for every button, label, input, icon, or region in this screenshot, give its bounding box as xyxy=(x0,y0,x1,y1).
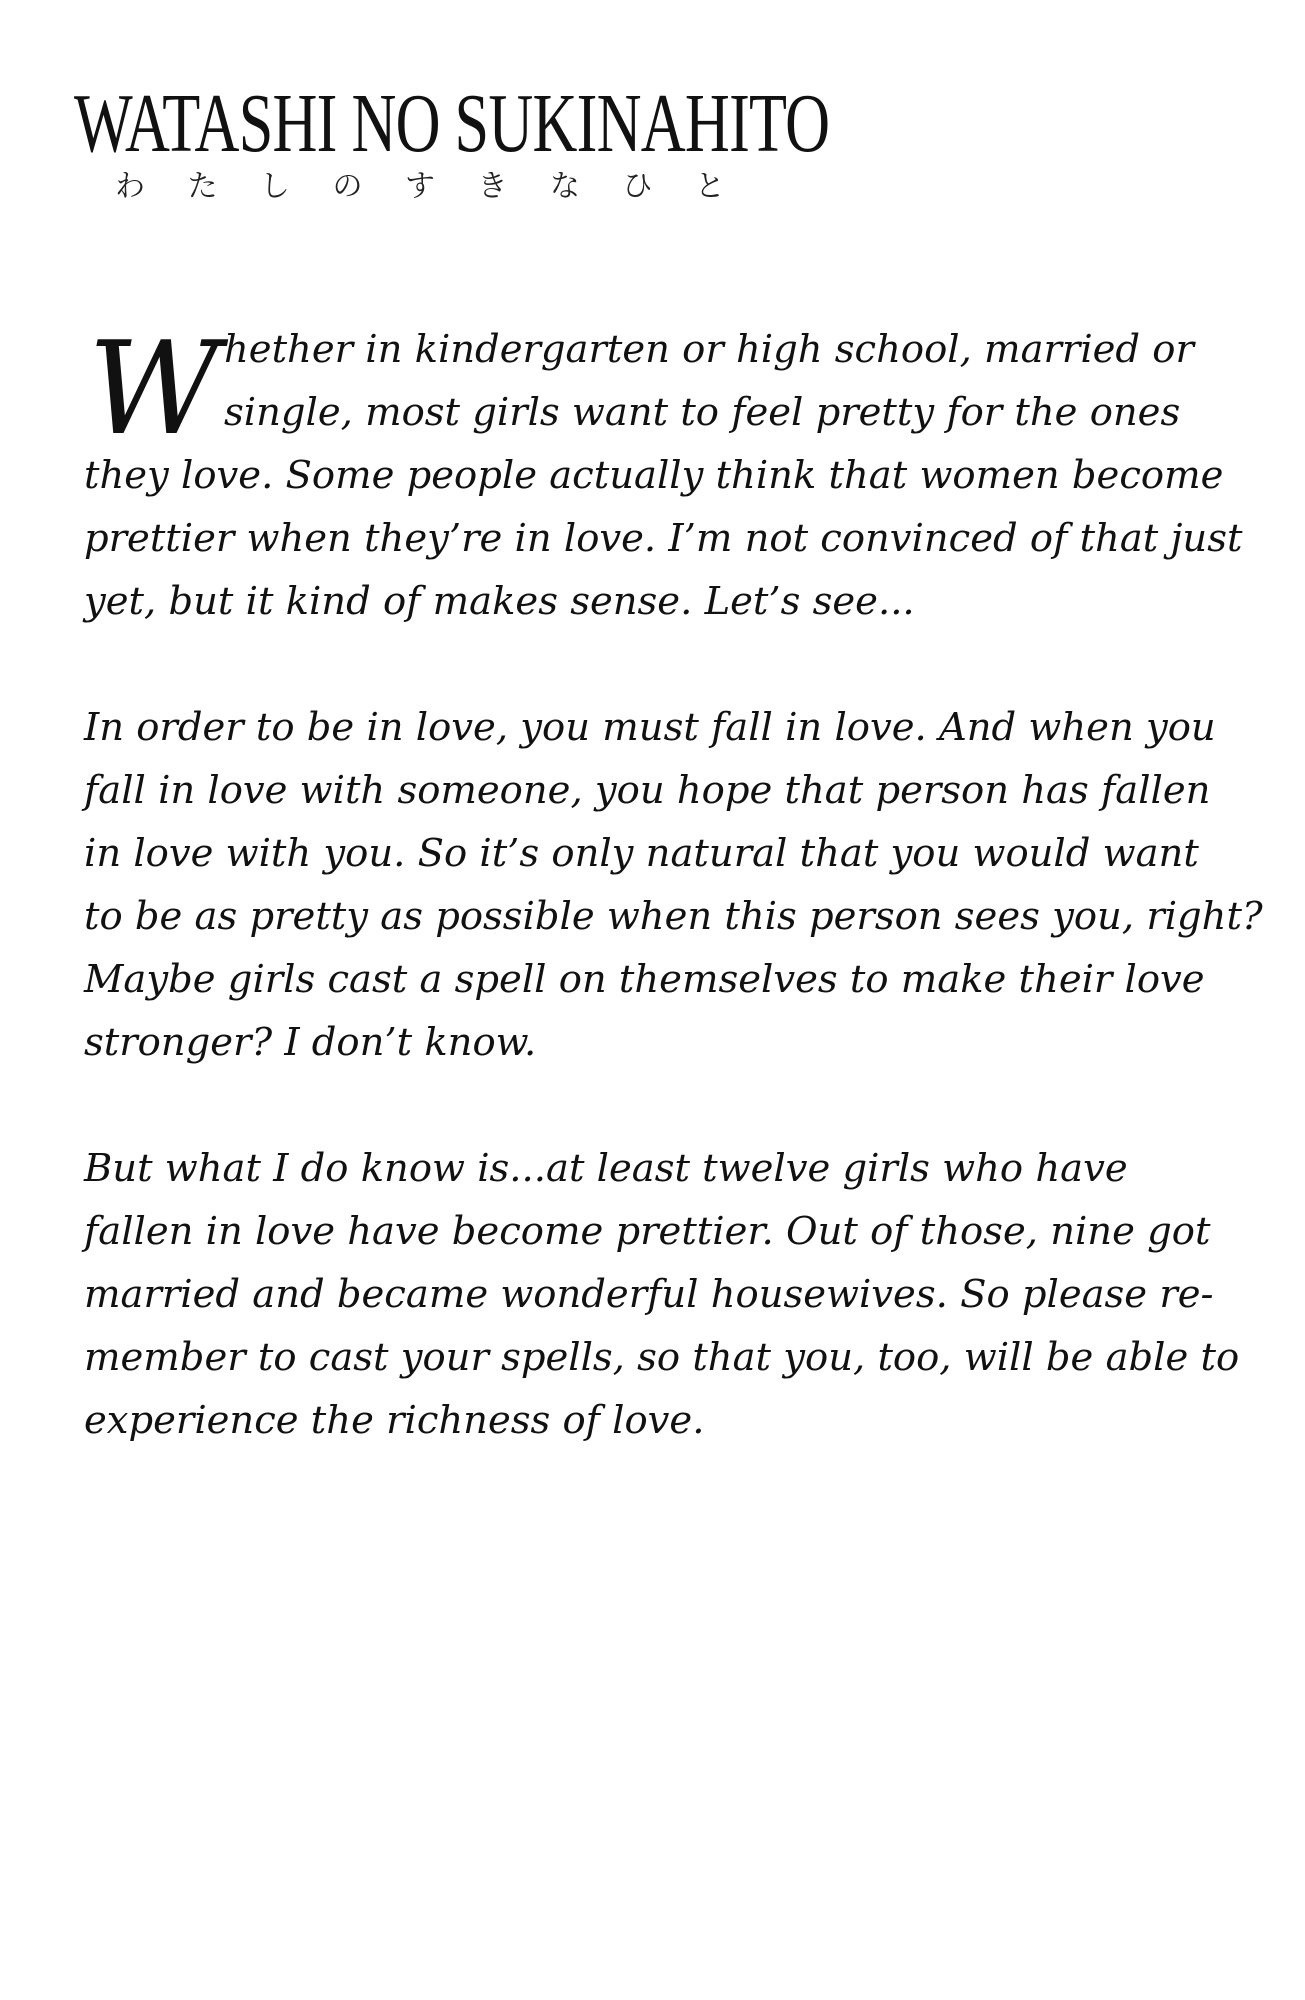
kana-char: な xyxy=(550,169,580,204)
kana-char: と xyxy=(695,169,725,204)
text-line: fallen in love have become prettier. Out of those, nine got xyxy=(84,1209,1211,1254)
kana-char: わ xyxy=(115,169,145,204)
text-line: member to cast your spells, so that you, too, will be able to xyxy=(84,1335,1240,1380)
paragraph-1 xyxy=(84,315,1243,633)
paragraph-2 xyxy=(84,696,1263,1074)
text-line: they love. Some people actually think that women become xyxy=(84,453,1224,498)
text-line: yet, but it kind of makes sense. Let’s see... xyxy=(84,579,915,624)
text-line: stronger? I don’t know. xyxy=(84,1020,537,1065)
text-line: In order to be in love, you must fall in love. And when you xyxy=(84,705,1216,750)
kana-char: ひ xyxy=(622,169,653,204)
kana-char: し xyxy=(260,169,290,204)
text-line: fall in love with someone, you hope that person has fallen xyxy=(84,768,1211,813)
text-line: married and became wonderful housewives. So please re- xyxy=(84,1272,1214,1317)
kana-char: た xyxy=(187,169,218,204)
text-line: prettier when they’re in love. I’m not convinced of that just xyxy=(84,516,1243,561)
text-line: in love with you. So it’s only natural that you would want xyxy=(84,831,1199,876)
drop-cap-letter: W xyxy=(88,315,220,464)
text-line: to be as pretty as possible when this person sees you, right? xyxy=(84,894,1263,939)
kana-char: す xyxy=(405,169,435,204)
kana-char: の xyxy=(332,169,363,204)
essay-body xyxy=(84,315,1263,1515)
text-line: hether in kindergarten or high school, married or xyxy=(224,327,1194,372)
title-kana-subtitle xyxy=(110,169,730,204)
text-line: experience the richness of love. xyxy=(84,1398,705,1443)
paragraph-3 xyxy=(84,1137,1240,1452)
text-line: But what I do know is...at least twelve girls who have xyxy=(84,1146,1128,1191)
page-title: WATASHI NO SUKINAHITO xyxy=(74,77,830,170)
kana-char: き xyxy=(477,169,508,204)
text-line: Maybe girls cast a spell on themselves to make their love xyxy=(84,957,1205,1002)
text-line: single, most girls want to feel pretty for the ones xyxy=(224,390,1181,435)
